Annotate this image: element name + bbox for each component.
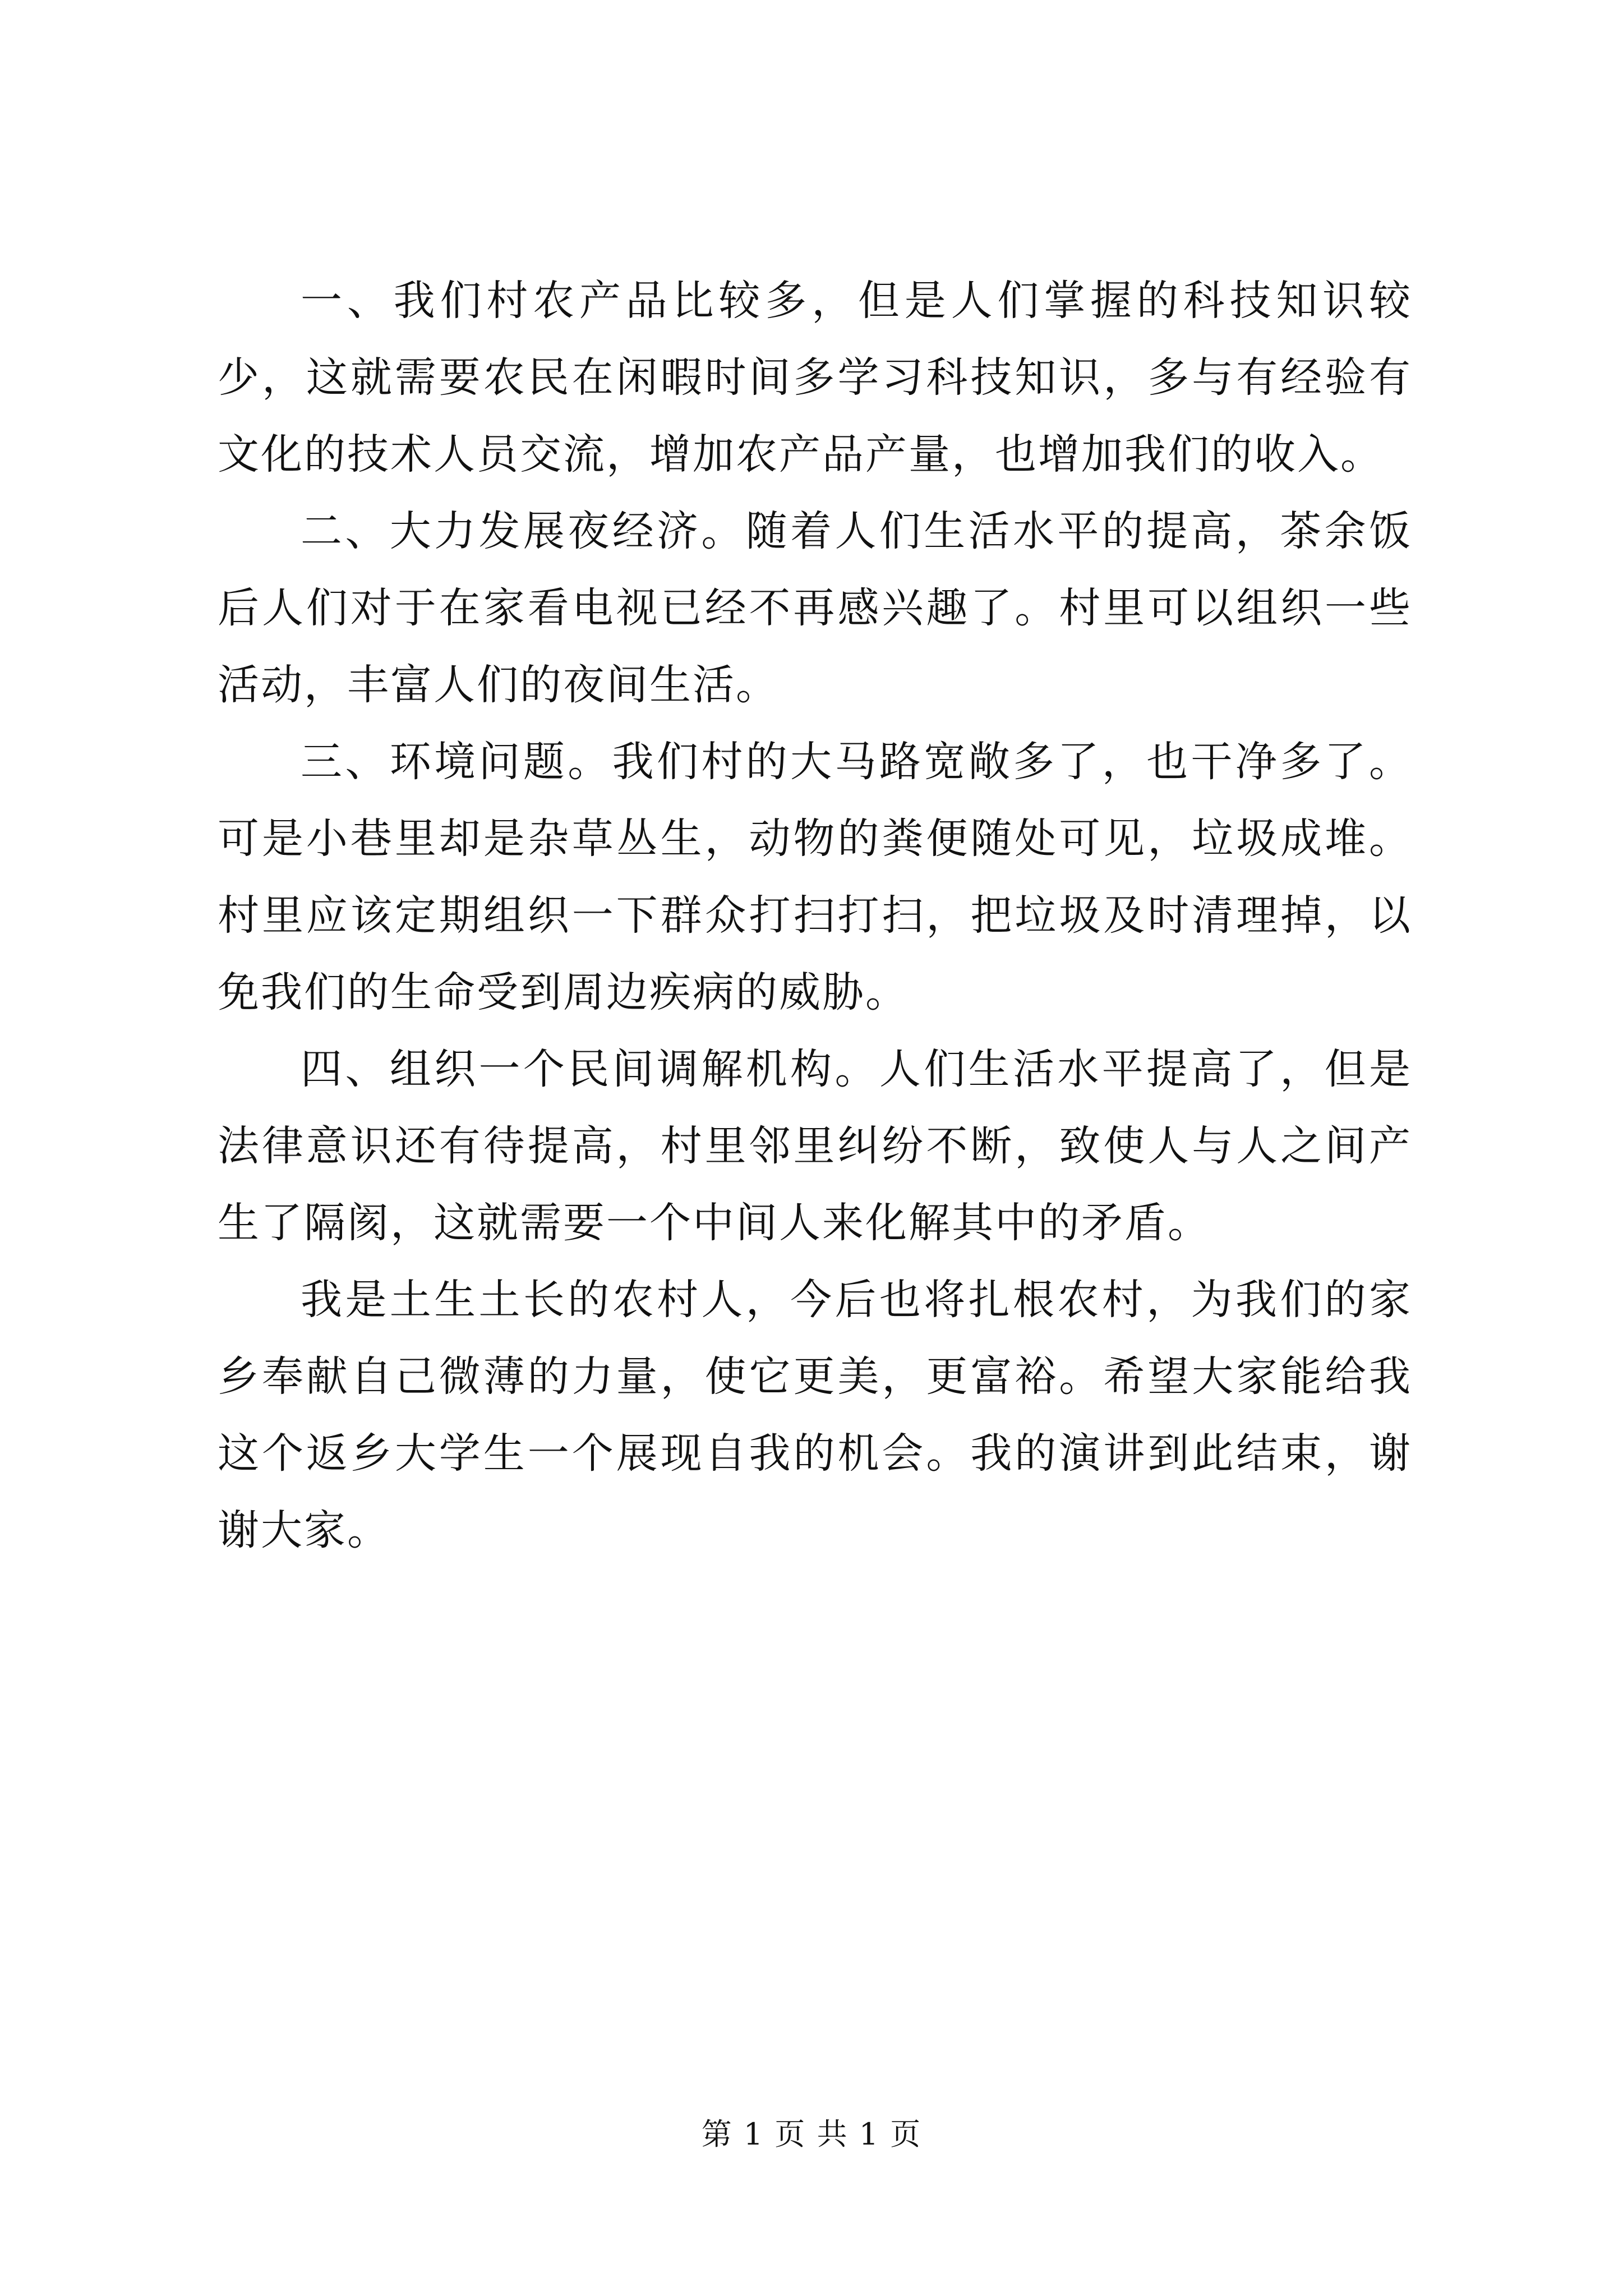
paragraph-5: 我是土生土长的农村人，今后也将扎根农村，为我们的家乡奉献自己微薄的力量，使它更美，更富裕。希望大家能给我这个返乡大学生一个展现自我的机会。我的演讲到此结束，谢谢大家。 [218, 1276, 1412, 1554]
paragraph-1: 一、我们村农产品比较多，但是人们掌握的科技知识较少，这就需要农民在闲暇时间多学习科技知识，多与有经验有文化的技术人员交流，增加农产品产量，也增加我们的收入。 [218, 277, 1412, 478]
page-number-footer: 第 1 页 共 1 页 [701, 2116, 922, 2152]
paragraph-2: 二、大力发展夜经济。随着人们生活水平的提高，茶余饭后人们对于在家看电视已经不再感兴趣了。村里可以组织一些活动，丰富人们的夜间生活。 [218, 507, 1412, 709]
document-body [218, 263, 1412, 1569]
paragraph-3: 三、环境问题。我们村的大马路宽敞多了，也干净多了。可是小巷里却是杂草丛生，动物的粪便随处可见，垃圾成堆。村里应该定期组织一下群众打扫打扫，把垃圾及时清理掉，以免我们的生命受到周边疾病的威胁。 [218, 738, 1412, 1016]
paragraph-4: 四、组织一个民间调解机构。人们生活水平提高了，但是法律意识还有待提高，村里邻里纠纷不断，致使人与人之间产生了隔阂，这就需要一个中间人来化解其中的矛盾。 [218, 1045, 1412, 1247]
